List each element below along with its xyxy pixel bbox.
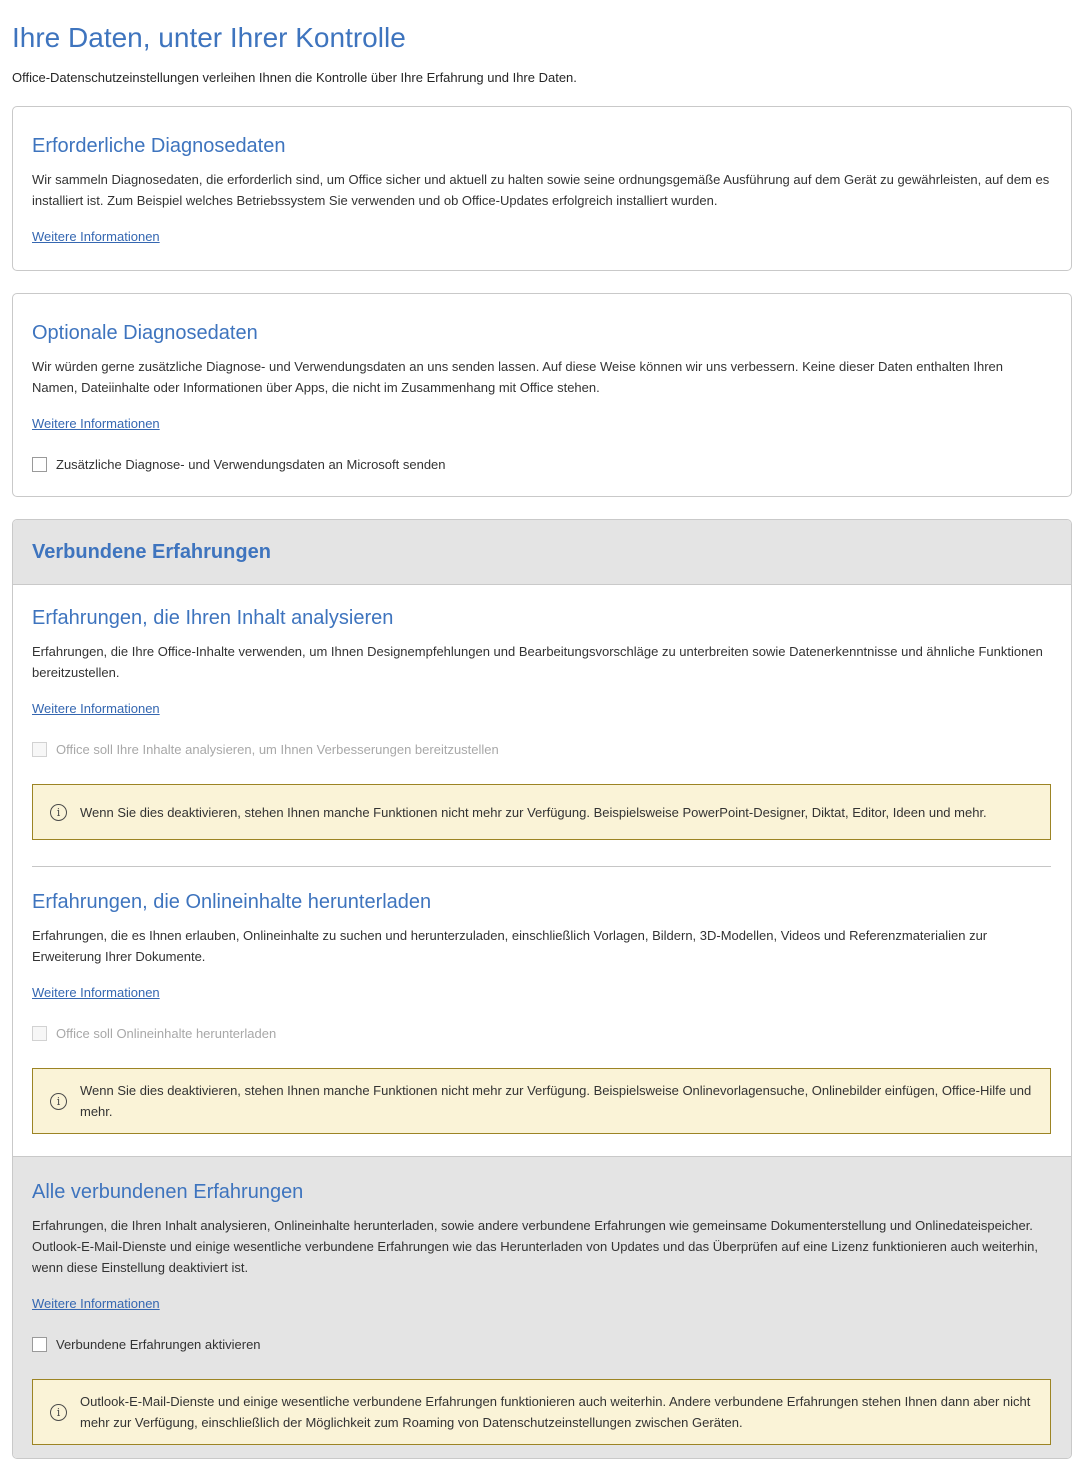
download-content-title: Erfahrungen, die Onlineinhalte herunterladen — [32, 891, 432, 913]
download-content-info-box — [32, 1068, 1051, 1134]
enable-connected-experiences-checkbox[interactable] — [32, 1337, 261, 1352]
optional-diagnostics-card — [12, 293, 1072, 497]
analyze-content-info-text: Wenn Sie dies deaktivieren, stehen Ihnen manche Funktionen nicht mehr zur Verfügung. Beispielsweise PowerPoint-Designer, Diktat, Editor, Ideen und mehr. — [80, 804, 987, 820]
connected-experiences-header — [13, 520, 1071, 585]
all-connected-title: Alle verbundenen Erfahrungen — [32, 1181, 304, 1203]
download-content-info-text: Wenn Sie dies deaktivieren, stehen Ihnen manche Funktionen nicht mehr zur Verfügung. Beispielsweise Onlinevorlagensuche, Onlinebilder einfügen, Office-Hilfe und mehr. — [80, 1083, 1032, 1119]
download-content-checkbox-label: Office soll Onlineinhalte herunterladen — [56, 1026, 277, 1041]
page-title: Ihre Daten, unter Ihrer Kontrolle — [12, 22, 406, 53]
enable-connected-experiences-checkbox-label: Verbundene Erfahrungen aktivieren — [56, 1337, 261, 1352]
connected-experiences-section — [12, 519, 1072, 1459]
checkbox-unchecked-icon[interactable] — [32, 457, 47, 472]
checkbox-unchecked-icon[interactable] — [32, 1337, 47, 1352]
optional-diagnostics-title: Optionale Diagnosedaten — [32, 322, 258, 344]
analyze-content-title: Erfahrungen, die Ihren Inhalt analysieren — [32, 607, 394, 629]
info-icon: i — [50, 1093, 67, 1110]
connected-experiences-body — [13, 585, 1071, 1156]
optional-diagnostics-description: Wir würden gerne zusätzliche Diagnose- und Verwendungsdaten an uns senden lassen. Auf diese Weise können wir uns verbessern. Keine dieser Daten enthalten Ihren Namen, Dateiinhalte oder Informationen über Apps, die nicht im Zusammenhang mit Office stehen. — [32, 359, 1004, 395]
optional-diagnostics-learn-more-link[interactable]: Weitere Informationen — [32, 416, 160, 431]
all-connected-info-text: Outlook-E-Mail-Dienste und einige wesentliche verbundene Erfahrungen funktionieren auch weiterhin. Andere verbundene Erfahrungen stehen Ihnen dann aber nicht mehr zur Verfügung, einschließlich der Möglichkeit zum Roaming von Datenschutzeinstellungen zwischen Geräten. — [80, 1394, 1031, 1430]
all-connected-experiences-area — [13, 1156, 1071, 1458]
analyze-content-checkbox — [32, 742, 499, 757]
all-connected-info-box — [32, 1379, 1051, 1445]
connected-experiences-title: Verbundene Erfahrungen — [32, 541, 271, 563]
analyze-content-subsection — [32, 607, 1051, 840]
analyze-content-description: Erfahrungen, die Ihre Office-Inhalte verwenden, um Ihnen Designempfehlungen und Bearbeitungsvorschläge zu unterbreiten sowie Datenerkenntnisse und ähnliche Funktionen bereitzustellen. — [32, 644, 1043, 680]
info-icon: i — [50, 804, 67, 821]
checkbox-unchecked-disabled-icon — [32, 742, 47, 757]
required-diagnostics-description: Wir sammeln Diagnosedaten, die erforderlich sind, um Office sicher und aktuell zu halten sowie seine ordnungsgemäße Ausführung auf dem Gerät zu gewährleisten, auf dem es installiert ist. Zum Beispiel welches Betriebssystem Sie verwenden und ob Office-Updates erfolgreich installiert wurden. — [32, 172, 1050, 208]
all-connected-learn-more-link[interactable]: Weitere Informationen — [32, 1296, 160, 1311]
analyze-content-info-box — [32, 784, 1051, 840]
page-subtitle: Office-Datenschutzeinstellungen verleihen Ihnen die Kontrolle über Ihre Erfahrung und Ihre Daten. — [12, 70, 577, 85]
analyze-content-checkbox-label: Office soll Ihre Inhalte analysieren, um Ihnen Verbesserungen bereitzustellen — [56, 742, 499, 757]
download-content-learn-more-link[interactable]: Weitere Informationen — [32, 985, 160, 1000]
checkbox-unchecked-disabled-icon — [32, 1026, 47, 1041]
download-content-subsection — [32, 891, 1051, 1134]
optional-diagnostics-checkbox-label: Zusätzliche Diagnose- und Verwendungsdaten an Microsoft senden — [56, 457, 446, 472]
all-connected-description: Erfahrungen, die Ihren Inhalt analysieren, Onlineinhalte herunterladen, sowie andere verbundene Erfahrungen wie gemeinsame Dokumenterstellung und Onlinedateispeicher. Outlook-E-Mail-Dienste und einige wesentliche verbundene Erfahrungen wie das Herunterladen von Updates und das Überprüfen auf eine Lizenz funktionieren auch weiterhin, wenn diese Einstellung deaktiviert ist. — [32, 1218, 1038, 1275]
optional-diagnostics-checkbox[interactable] — [32, 457, 446, 472]
subsection-divider — [32, 866, 1051, 867]
download-content-description: Erfahrungen, die es Ihnen erlauben, Onlineinhalte zu suchen und herunterzuladen, einschließlich Vorlagen, Bildern, 3D-Modellen, Videos und Referenzmaterialien zur Erweiterung Ihrer Dokumente. — [32, 928, 988, 964]
analyze-content-learn-more-link[interactable]: Weitere Informationen — [32, 701, 160, 716]
required-diagnostics-title: Erforderliche Diagnosedaten — [32, 135, 286, 157]
required-diagnostics-learn-more-link[interactable]: Weitere Informationen — [32, 229, 160, 244]
download-online-content-checkbox — [32, 1026, 276, 1041]
info-icon: i — [50, 1404, 67, 1421]
required-diagnostics-card — [12, 106, 1072, 271]
